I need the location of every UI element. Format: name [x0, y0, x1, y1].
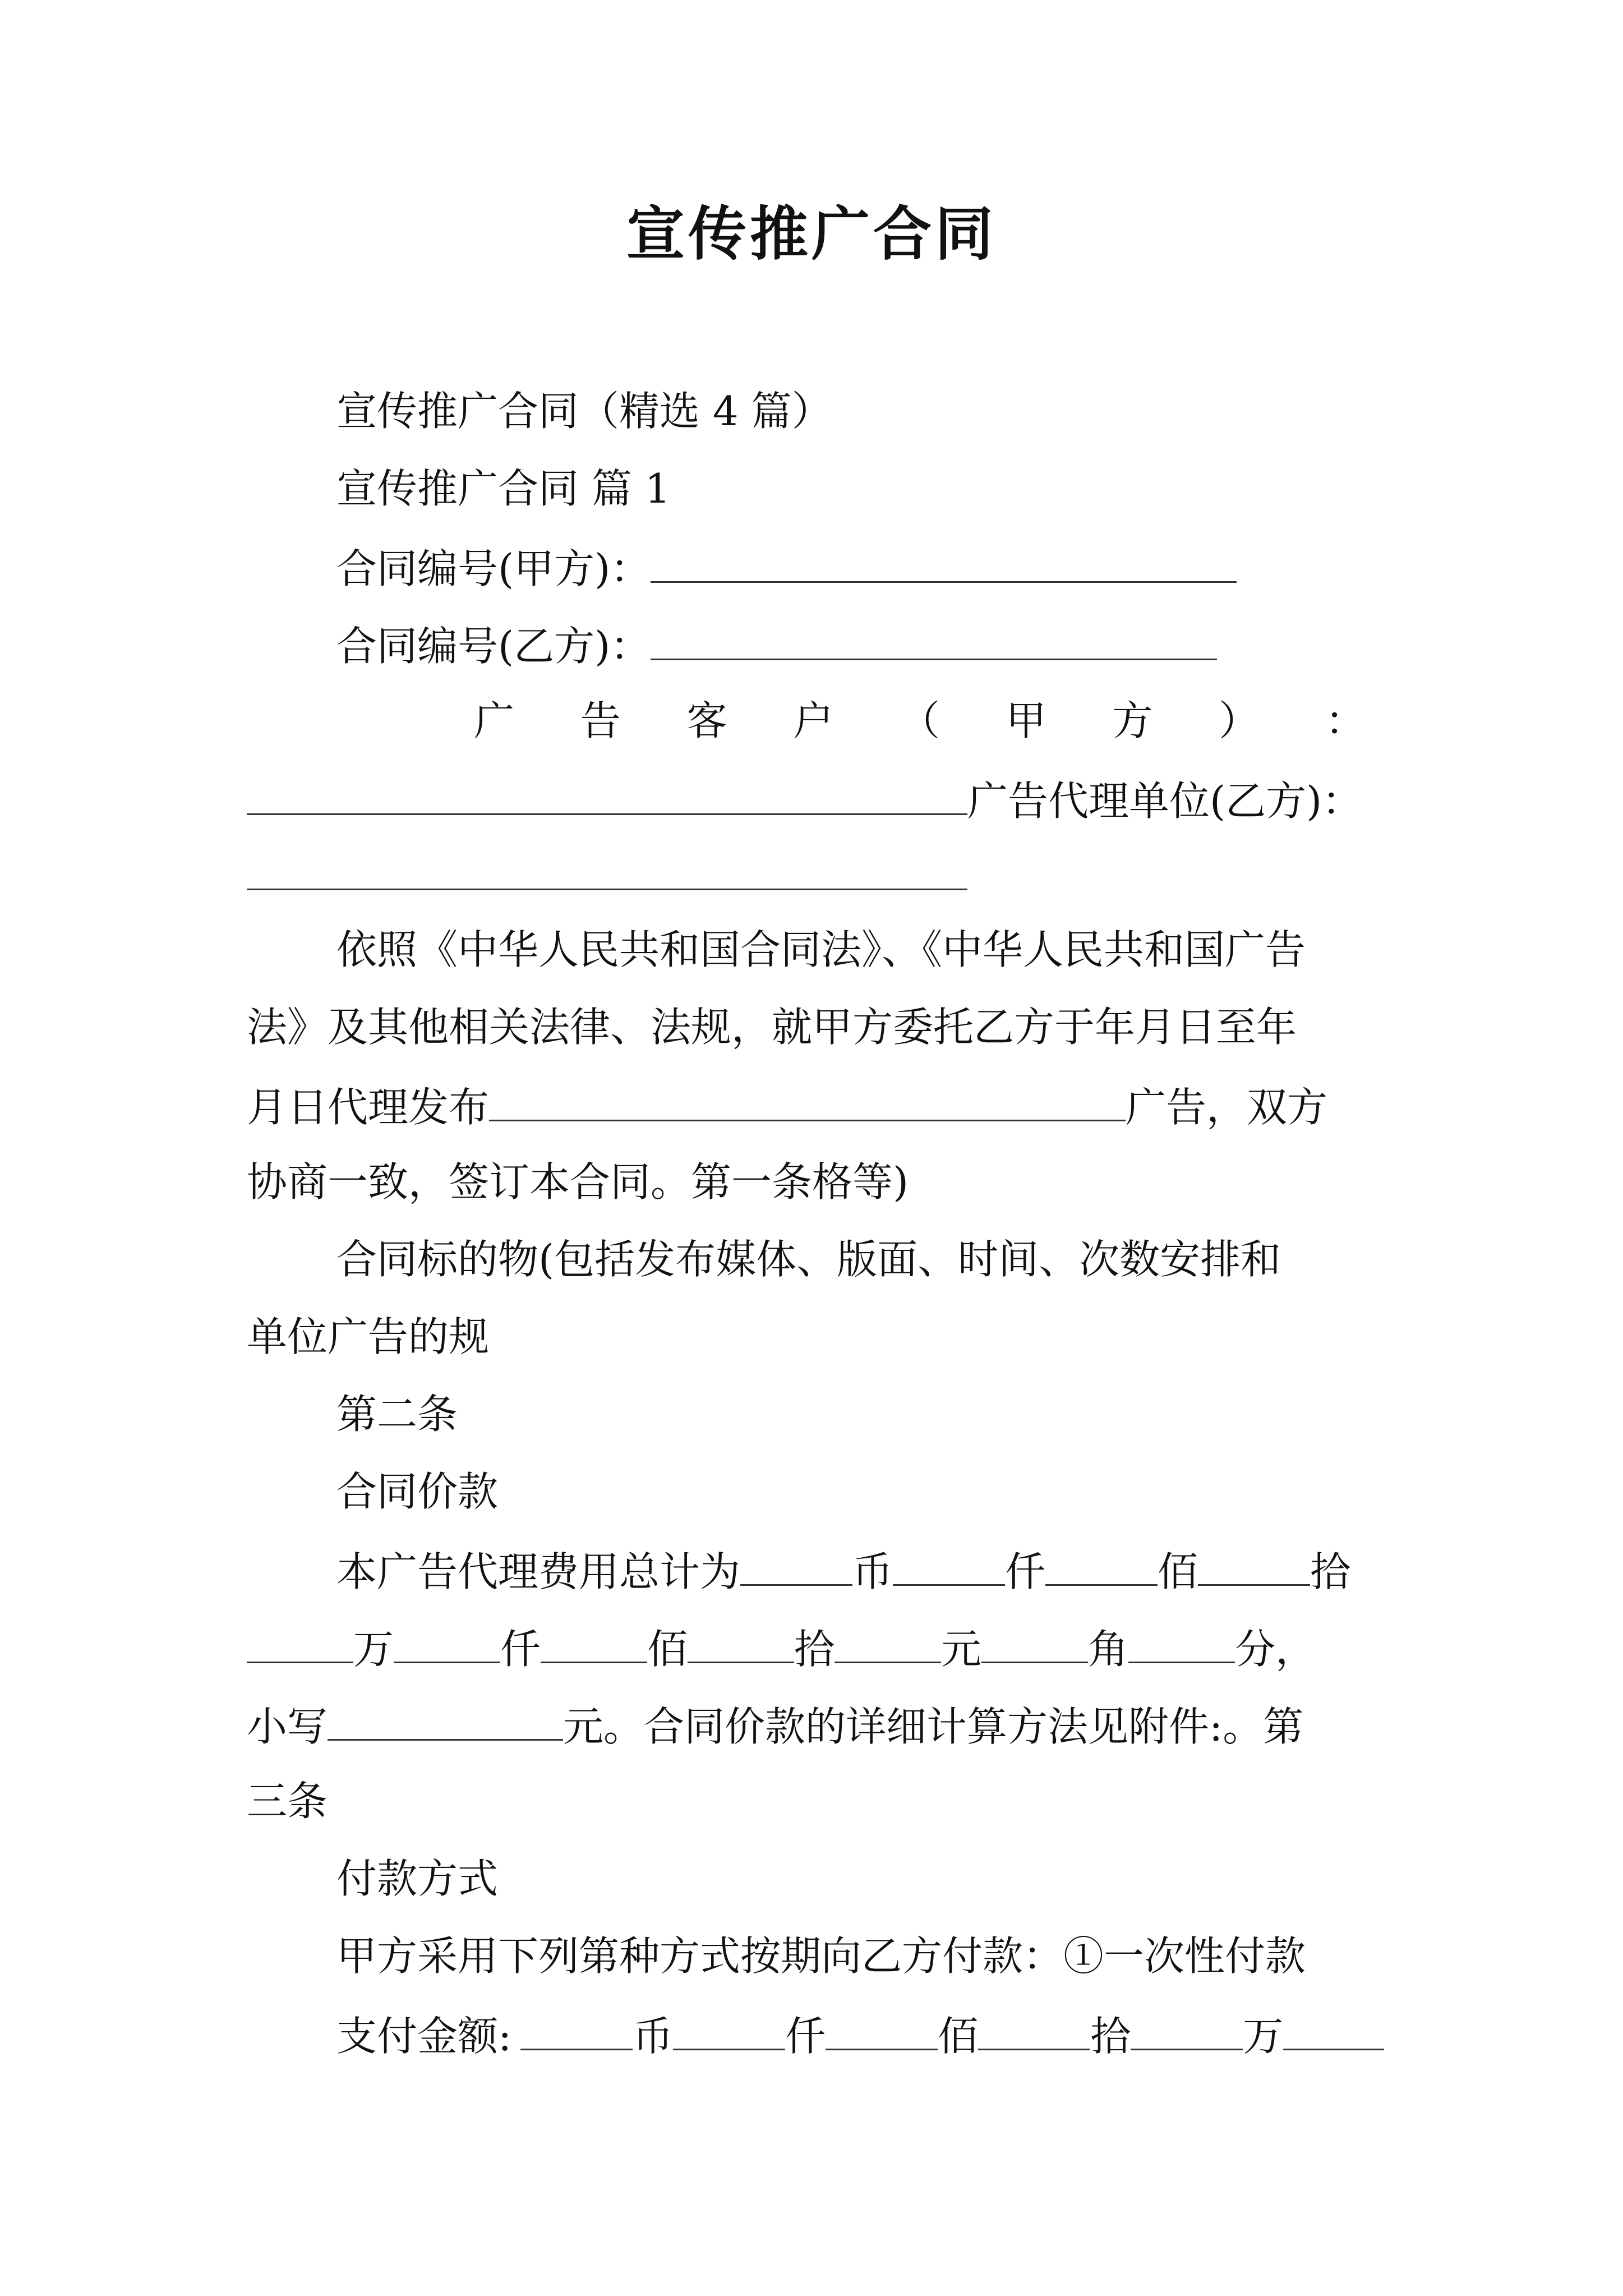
agent-line	[247, 774, 1362, 825]
client-char: 告	[580, 697, 621, 744]
client-char: 广	[474, 697, 515, 744]
client-char: （	[899, 697, 940, 744]
document-title: 宣传推广合同	[626, 199, 997, 268]
amount-blank	[673, 2009, 785, 2050]
payment-line-2	[336, 2009, 1384, 2060]
contract-number-b-label: 合同编号(乙方)：	[336, 623, 651, 670]
payment-amount-label: 支付金额:	[336, 2013, 512, 2060]
fee-line-1	[336, 1545, 1350, 1596]
unit-label: 币	[633, 2013, 674, 2060]
amount-blank	[1198, 1545, 1310, 1586]
unit-label: 仟	[785, 2013, 826, 2060]
contract-number-b-blank	[651, 619, 1217, 660]
paragraph-1-text-2: 法》及其他相关法律、法规，就甲方委托乙方于年月日至年	[247, 1004, 1297, 1051]
client-char: ：	[1325, 697, 1366, 744]
amount-blank	[893, 1545, 1005, 1586]
amount-blank	[688, 1622, 794, 1663]
amount-blank	[1283, 2009, 1384, 2050]
paragraph-1-line-4: 协商一致，签订本合同。第一条格等)	[247, 1158, 909, 1205]
unit-label: 角	[1088, 1626, 1129, 1673]
paragraph-2-line-2: 单位广告的规	[247, 1313, 490, 1360]
unit-label: 拾	[794, 1626, 835, 1673]
amount-blank	[1128, 1622, 1235, 1663]
unit-label: 分，	[1235, 1626, 1316, 1673]
contract-number-a-label: 合同编号(甲方)：	[336, 545, 651, 592]
fee-line-3-suffix: 元。合同价款的详细计算方法见附件:。第	[563, 1703, 1304, 1750]
unit-label: 拾	[1310, 1548, 1351, 1595]
amount-blank	[826, 2009, 938, 2050]
amount-blank	[247, 1622, 353, 1663]
unit-label: 仟	[1005, 1548, 1046, 1595]
contract-number-party-a	[336, 542, 1237, 593]
client-char: 户	[793, 697, 834, 744]
unit-label: 币	[852, 1548, 893, 1595]
fee-prefix: 本广告代理费用总计为	[336, 1548, 741, 1595]
unit-label: 万	[353, 1626, 394, 1673]
paragraph-1-line-3	[247, 1080, 1327, 1131]
paragraph-2-line-1: 合同标的物(包括发布媒体、版面、时间、次数安排和	[336, 1236, 1281, 1283]
agent-blank	[247, 889, 967, 890]
article-3-title: 付款方式	[336, 1855, 499, 1902]
ad-content-blank	[489, 1080, 1126, 1121]
section-heading: 宣传推广合同 篇 1	[336, 465, 671, 512]
amount-blank	[740, 1545, 852, 1586]
client-party-a-line	[474, 697, 1366, 745]
paragraph-1-text-3b: 广告，双方	[1126, 1084, 1328, 1131]
unit-label: 万	[1243, 2013, 1284, 2060]
paragraph-1-line-1	[336, 926, 1377, 974]
fee-line-3	[247, 1700, 1303, 1751]
article-2-title: 合同价款	[336, 1468, 499, 1515]
fee-line-2	[247, 1622, 1316, 1673]
client-blank	[247, 774, 967, 815]
amount-blank	[1045, 1545, 1158, 1586]
amount-blank	[978, 2009, 1090, 2050]
contract-number-a-blank	[651, 542, 1237, 583]
amount-blank	[1131, 2009, 1243, 2050]
amount-blank	[834, 1622, 941, 1663]
paragraph-1-line-2	[247, 1003, 1377, 1051]
contract-number-party-b	[336, 619, 1217, 670]
article-2-heading: 第二条	[336, 1391, 458, 1438]
unit-label: 佰	[1158, 1548, 1198, 1595]
client-char: 客	[686, 697, 727, 744]
payment-line-1: 甲方采用下列第种方式按期向乙方付款：①一次性付款	[336, 1932, 1306, 1980]
client-char: ）	[1219, 697, 1260, 744]
lowercase-label: 小写	[247, 1703, 328, 1750]
amount-blank	[541, 1622, 647, 1663]
article-3-heading: 三条	[247, 1778, 328, 1825]
unit-label: 拾	[1090, 2013, 1131, 2060]
amount-blank	[394, 1622, 500, 1663]
amount-blank	[981, 1622, 1088, 1663]
unit-label: 仟	[500, 1626, 541, 1673]
unit-label: 佰	[647, 1626, 688, 1673]
client-char: 甲	[1006, 697, 1046, 744]
lowercase-amount-blank	[328, 1700, 563, 1741]
paragraph-1-text-1: 依照《中华人民共和国合同法》、《中华人民共和国广告	[336, 926, 1306, 973]
paragraph-1-text-3a: 月日代理发布	[247, 1084, 490, 1131]
agent-label: 广告代理单位(乙方)：	[967, 777, 1363, 825]
amount-blank	[520, 2009, 633, 2050]
unit-label: 元	[941, 1626, 982, 1673]
subtitle: 宣传推广合同（精选 4 篇）	[336, 388, 832, 435]
client-char: 方	[1112, 697, 1153, 744]
unit-label: 佰	[938, 2013, 979, 2060]
